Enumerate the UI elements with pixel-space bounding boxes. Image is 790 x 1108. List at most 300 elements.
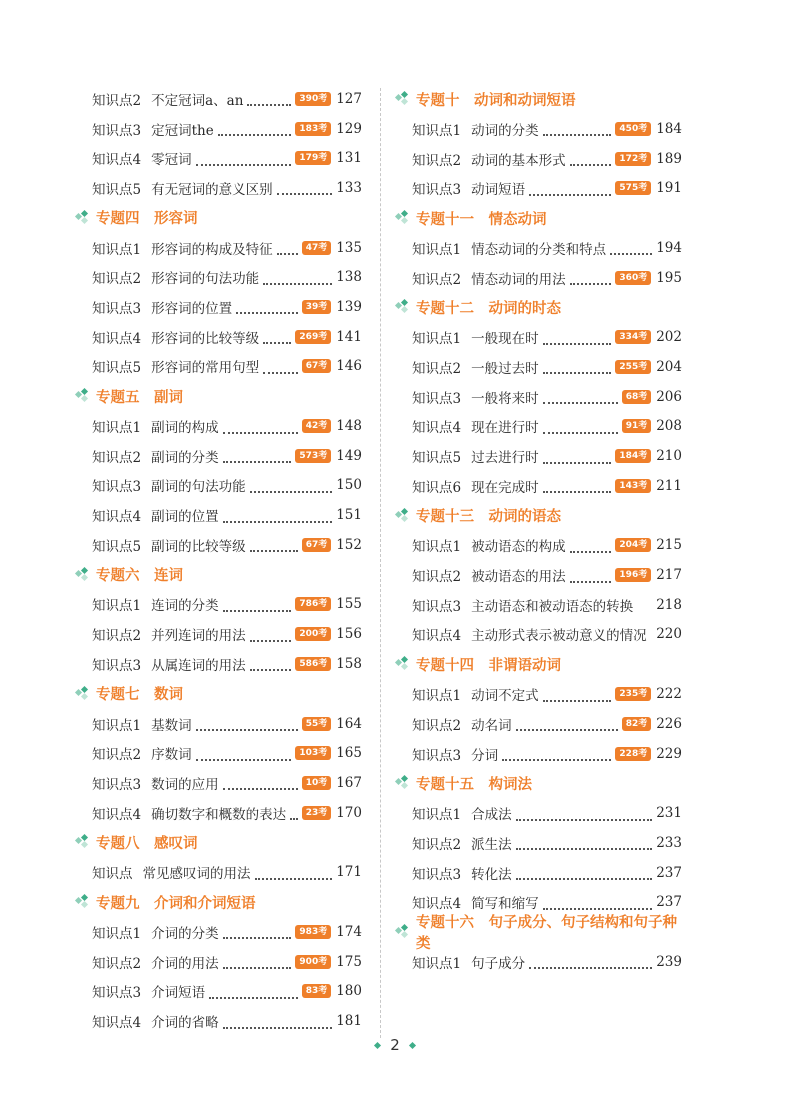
dot-leader: [647, 628, 657, 641]
entry-title: 副词的分类: [151, 449, 219, 466]
dot-leader: [218, 121, 292, 136]
dot-leader: [633, 598, 656, 611]
exam-count-badge: 39考: [302, 300, 332, 314]
toc-entry[interactable]: [76, 709, 362, 739]
toc-entry[interactable]: [396, 828, 682, 858]
section-heading-title: 专题十四 非谓语动词: [416, 657, 561, 674]
dot-leader: [223, 954, 292, 969]
page-number-ref: 218: [656, 596, 682, 613]
entry-title: 定冠词the: [151, 122, 214, 139]
page-number-ref: 164: [336, 715, 362, 732]
entry-title: 动词不定式: [471, 688, 539, 705]
exam-count-badge: 390考: [295, 92, 331, 106]
exam-count-badge: 179考: [295, 151, 331, 165]
diamond-bullet-icon: [396, 925, 412, 939]
diamond-bullet-icon: [76, 389, 92, 403]
toc-right-column: [396, 84, 682, 977]
toc-entry[interactable]: [396, 590, 682, 620]
exam-count-badge: 235考: [615, 687, 651, 701]
exam-count-badge: 83考: [302, 984, 332, 998]
knowledge-point-label: 知识点1: [92, 925, 142, 942]
entry-title: 现在完成时: [471, 479, 539, 496]
diamond-bullet-icon: [396, 300, 412, 314]
section-heading-title: 专题十五 构词法: [416, 776, 532, 793]
knowledge-point-label: 知识点2: [412, 152, 462, 169]
page-number-ref: 189: [656, 150, 682, 167]
section-heading: [76, 203, 362, 233]
toc-entry[interactable]: [76, 114, 362, 144]
toc-entry[interactable]: [396, 739, 682, 769]
diamond-bullet-icon: [76, 687, 92, 701]
knowledge-point-label: 知识点1: [412, 122, 462, 139]
entry-title: 有无冠词的意义区别: [151, 181, 273, 198]
section-heading: [396, 292, 682, 322]
page-number-ref: 222: [656, 686, 682, 703]
knowledge-point-label: 知识点3: [92, 657, 142, 674]
entry-title: 形容词的常用句型: [151, 360, 260, 377]
entry-title: 现在进行时: [471, 420, 539, 437]
diamond-bullet-icon: [76, 895, 92, 909]
diamond-bullet-icon: [396, 92, 412, 106]
footer-diamond-icon: [409, 1041, 416, 1048]
entry-title: 一般将来时: [471, 390, 539, 407]
exam-count-badge: 172考: [615, 152, 651, 166]
page-number-ref: 167: [336, 774, 362, 791]
dot-leader: [529, 954, 652, 969]
toc-entry[interactable]: [396, 382, 682, 412]
page-number-ref: 146: [336, 358, 362, 375]
dot-leader: [250, 627, 292, 642]
dot-leader: [223, 924, 292, 939]
toc-entry[interactable]: [396, 531, 682, 561]
exam-count-badge: 360考: [615, 271, 651, 285]
section-heading: [76, 827, 362, 857]
exam-count-badge: 255考: [615, 360, 651, 374]
dot-leader: [516, 716, 618, 731]
dot-leader: [543, 419, 618, 434]
entry-title: 副词的构成: [151, 420, 219, 437]
entry-title: 分词: [471, 747, 499, 764]
toc-entry[interactable]: [76, 530, 362, 560]
entry-title: 形容词的比较等级: [151, 330, 260, 347]
knowledge-point-label: 知识点4: [92, 509, 142, 526]
dot-leader: [196, 716, 298, 731]
knowledge-point-label: 知识点1: [412, 955, 462, 972]
toc-entry[interactable]: [76, 233, 362, 263]
diamond-bullet-icon: [396, 776, 412, 790]
dot-leader: [250, 537, 298, 552]
page-number-ref: 237: [656, 864, 682, 881]
knowledge-point-label: 知识点3: [412, 747, 462, 764]
dot-leader: [543, 330, 612, 345]
toc-entry[interactable]: [396, 173, 682, 203]
knowledge-point-label: 知识点3: [92, 985, 142, 1002]
dot-leader: [516, 806, 653, 821]
knowledge-point-label: 知识点4: [92, 330, 142, 347]
knowledge-point-label: 知识点5: [92, 538, 142, 555]
knowledge-point-label: 知识点2: [92, 449, 142, 466]
dot-leader: [250, 478, 333, 493]
dot-leader: [223, 448, 292, 463]
dot-leader: [543, 359, 612, 374]
knowledge-point-label: 知识点2: [92, 628, 142, 645]
toc-entry[interactable]: [396, 263, 682, 293]
knowledge-point-label: 知识点5: [92, 181, 142, 198]
dot-leader: [247, 91, 291, 106]
dot-leader: [223, 597, 292, 612]
page-number-ref: 148: [336, 418, 362, 435]
dot-leader: [263, 359, 298, 374]
knowledge-point-label: 知识点4: [412, 420, 462, 437]
page-number-ref: 233: [656, 834, 682, 851]
entry-title: 常见感叹词的用法: [142, 866, 251, 883]
section-heading: [76, 381, 362, 411]
page-number-ref: 208: [656, 418, 682, 435]
diamond-bullet-icon: [396, 509, 412, 523]
section-heading-title: 专题四 形容词: [96, 211, 198, 228]
page-number-ref: 226: [656, 715, 682, 732]
page-number: 2: [390, 1036, 400, 1054]
entry-title: 转化法: [471, 866, 512, 883]
toc-entry[interactable]: [76, 1006, 362, 1036]
knowledge-point-label: 知识点3: [412, 866, 462, 883]
toc-entry[interactable]: [76, 500, 362, 530]
entry-title: 基数词: [151, 717, 192, 734]
page-number-ref: 194: [656, 239, 682, 256]
entry-title: 动词的基本形式: [471, 152, 566, 169]
page-number-ref: 229: [656, 745, 682, 762]
section-heading-title: 专题十三 动词的语态: [416, 509, 561, 526]
page-number-ref: 155: [336, 596, 362, 613]
dot-leader: [529, 181, 611, 196]
toc-entry[interactable]: [396, 114, 682, 144]
dot-leader: [570, 538, 612, 553]
toc-entry[interactable]: [76, 262, 362, 292]
entry-title: 简写和缩写: [471, 896, 539, 913]
column-divider: [380, 88, 381, 1038]
knowledge-point-label: 知识点4: [412, 628, 462, 645]
toc-entry[interactable]: [76, 292, 362, 322]
entry-title: 零冠词: [151, 152, 192, 169]
page-number-ref: 129: [336, 120, 362, 137]
toc-entry[interactable]: [396, 620, 682, 650]
toc-entry[interactable]: [76, 471, 362, 501]
exam-count-badge: 228考: [615, 747, 651, 761]
entry-title: 副词的句法功能: [151, 479, 246, 496]
page-number-ref: 138: [336, 269, 362, 286]
exam-count-badge: 91考: [622, 419, 652, 433]
toc-entry[interactable]: [396, 679, 682, 709]
toc-entry[interactable]: [76, 84, 362, 114]
section-heading-title: 专题七 数词: [96, 687, 183, 704]
exam-count-badge: 67考: [302, 538, 332, 552]
knowledge-point-label: 知识点5: [412, 450, 462, 467]
exam-count-badge: 103考: [295, 746, 331, 760]
knowledge-point-label: 知识点1: [92, 420, 142, 437]
entry-title: 被动语态的构成: [471, 539, 566, 556]
exam-count-badge: 204考: [615, 538, 651, 552]
page-number-ref: 220: [656, 626, 682, 643]
entry-title: 形容词的位置: [151, 300, 233, 317]
toc-entry[interactable]: [76, 173, 362, 203]
entry-title: 并列连词的用法: [151, 628, 246, 645]
exam-count-badge: 10考: [302, 776, 332, 790]
knowledge-point-label: 知识点1: [412, 807, 462, 824]
knowledge-point-label: 知识点2: [92, 92, 142, 109]
page-number-ref: 135: [336, 239, 362, 256]
exam-count-badge: 983考: [295, 925, 331, 939]
knowledge-point-label: 知识点: [92, 866, 133, 883]
dot-leader: [570, 568, 612, 583]
toc-entry[interactable]: [76, 798, 362, 828]
knowledge-point-label: 知识点3: [412, 182, 462, 199]
section-heading: [396, 203, 682, 233]
dot-leader: [543, 121, 612, 136]
toc-entry[interactable]: [76, 441, 362, 471]
knowledge-point-label: 知识点1: [92, 598, 142, 615]
toc-entry[interactable]: [76, 411, 362, 441]
toc-left-column: [76, 84, 362, 1036]
dot-leader: [290, 805, 298, 820]
dot-leader: [223, 419, 298, 434]
page-number-ref: 165: [336, 745, 362, 762]
entry-title: 连词的分类: [151, 598, 219, 615]
dot-leader: [209, 984, 298, 999]
page-number-ref: 174: [336, 923, 362, 940]
page-number-ref: 131: [336, 150, 362, 167]
dot-leader: [543, 895, 653, 910]
diamond-bullet-icon: [76, 835, 92, 849]
entry-title: 介词的用法: [151, 955, 219, 972]
page-number-ref: 180: [336, 983, 362, 1000]
entry-title: 介词的省略: [151, 1015, 219, 1032]
dot-leader: [277, 240, 298, 255]
knowledge-point-label: 知识点1: [412, 539, 462, 556]
dot-leader: [543, 389, 618, 404]
knowledge-point-label: 知识点1: [92, 241, 142, 258]
knowledge-point-label: 知识点4: [92, 152, 142, 169]
toc-entry[interactable]: [76, 917, 362, 947]
section-heading: [396, 84, 682, 114]
entry-title: 形容词的句法功能: [151, 271, 260, 288]
page-number-ref: 184: [656, 120, 682, 137]
toc-entry[interactable]: [396, 471, 682, 501]
toc-entry[interactable]: [76, 649, 362, 679]
toc-entry[interactable]: [76, 768, 362, 798]
exam-count-badge: 67考: [302, 359, 332, 373]
exam-count-badge: 573考: [295, 449, 331, 463]
knowledge-point-label: 知识点5: [92, 360, 142, 377]
toc-entry[interactable]: [76, 857, 362, 887]
toc-entry[interactable]: [396, 798, 682, 828]
page-number-ref: 231: [656, 805, 682, 822]
dot-leader: [196, 151, 292, 166]
page-number-ref: 217: [656, 567, 682, 584]
dot-leader: [516, 865, 653, 880]
knowledge-point-label: 知识点1: [92, 717, 142, 734]
exam-count-badge: 586考: [295, 657, 331, 671]
toc-entry[interactable]: [396, 352, 682, 382]
page-number-ref: 239: [656, 953, 682, 970]
section-heading-title: 专题九 介词和介词短语: [96, 895, 256, 912]
toc-entry[interactable]: [76, 738, 362, 768]
knowledge-point-label: 知识点2: [92, 955, 142, 972]
knowledge-point-label: 知识点3: [92, 122, 142, 139]
exam-count-badge: 42考: [302, 419, 332, 433]
section-heading-title: 专题五 副词: [96, 389, 183, 406]
dot-leader: [543, 687, 612, 702]
knowledge-point-label: 知识点1: [412, 688, 462, 705]
toc-entry[interactable]: [76, 947, 362, 977]
dot-leader: [263, 329, 291, 344]
exam-count-badge: 450考: [615, 122, 651, 136]
diamond-bullet-icon: [76, 211, 92, 225]
dot-leader: [223, 775, 298, 790]
toc-entry[interactable]: [396, 560, 682, 590]
knowledge-point-label: 知识点2: [412, 360, 462, 377]
diamond-bullet-icon: [396, 211, 412, 225]
entry-title: 主动语态和被动语态的转换: [471, 598, 634, 615]
entry-title: 情态动词的分类和特点: [471, 241, 607, 258]
toc-entry[interactable]: [396, 233, 682, 263]
entry-title: 合成法: [471, 807, 512, 824]
dot-leader: [543, 478, 612, 493]
toc-entry[interactable]: [396, 322, 682, 352]
page-number-ref: 211: [656, 477, 682, 494]
knowledge-point-label: 知识点3: [92, 300, 142, 317]
knowledge-point-label: 知识点2: [412, 717, 462, 734]
knowledge-point-label: 知识点2: [412, 569, 462, 586]
knowledge-point-label: 知识点2: [92, 747, 142, 764]
toc-entry[interactable]: [396, 441, 682, 471]
dot-leader: [255, 865, 333, 880]
knowledge-point-label: 知识点2: [92, 271, 142, 288]
knowledge-point-label: 知识点2: [412, 836, 462, 853]
toc-entry[interactable]: [76, 352, 362, 382]
section-heading: [396, 649, 682, 679]
page-number-ref: 141: [336, 328, 362, 345]
page-number-ref: 152: [336, 536, 362, 553]
page-number-ref: 158: [336, 655, 362, 672]
toc-entry[interactable]: [396, 144, 682, 174]
section-heading-title: 专题十一 情态动词: [416, 211, 547, 228]
knowledge-point-label: 知识点3: [92, 776, 142, 793]
entry-title: 从属连词的用法: [151, 657, 246, 674]
knowledge-point-label: 知识点6: [412, 479, 462, 496]
page-number-ref: 202: [656, 329, 682, 346]
entry-title: 动词短语: [471, 182, 526, 199]
section-heading-title: 专题六 连词: [96, 568, 183, 585]
entry-title: 动词的分类: [471, 122, 539, 139]
entry-title: 介词短语: [151, 985, 206, 1002]
exam-count-badge: 47考: [302, 241, 332, 255]
entry-title: 过去进行时: [471, 450, 539, 467]
section-heading: [396, 501, 682, 531]
page-number-ref: 206: [656, 388, 682, 405]
exam-count-badge: 183考: [295, 122, 331, 136]
dot-leader: [543, 449, 612, 464]
entry-title: 情态动词的用法: [471, 271, 566, 288]
exam-count-badge: 200考: [295, 627, 331, 641]
page-number-ref: 215: [656, 537, 682, 554]
exam-count-badge: 575考: [615, 181, 651, 195]
page-number-ref: 171: [336, 864, 362, 881]
knowledge-point-label: 知识点1: [412, 331, 462, 348]
dot-leader: [196, 746, 292, 761]
toc-entry[interactable]: [76, 590, 362, 620]
section-heading-title: 专题十 动词和动词短语: [416, 92, 576, 109]
toc-entry[interactable]: [76, 322, 362, 352]
toc-entry[interactable]: [396, 709, 682, 739]
entry-title: 数词的应用: [151, 776, 219, 793]
page-number-ref: 204: [656, 358, 682, 375]
exam-count-badge: 68考: [622, 390, 652, 404]
section-heading: [76, 887, 362, 917]
page-number-ref: 156: [336, 626, 362, 643]
entry-title: 序数词: [151, 747, 192, 764]
page-number-ref: 181: [336, 1013, 362, 1030]
section-heading: [76, 560, 362, 590]
page-number-ref: 210: [656, 448, 682, 465]
dot-leader: [516, 835, 653, 850]
knowledge-point-label: 知识点3: [92, 479, 142, 496]
exam-count-badge: 55考: [302, 717, 332, 731]
page-number-ref: 139: [336, 298, 362, 315]
entry-title: 一般过去时: [471, 360, 539, 377]
dot-leader: [263, 270, 332, 285]
page-number-ref: 237: [656, 894, 682, 911]
page-number-ref: 133: [336, 179, 362, 196]
knowledge-point-label: 知识点3: [412, 390, 462, 407]
dot-leader: [223, 1014, 333, 1029]
toc-entry[interactable]: [76, 619, 362, 649]
dot-leader: [250, 656, 292, 671]
toc-entry[interactable]: [76, 143, 362, 173]
knowledge-point-label: 知识点3: [412, 598, 462, 615]
toc-entry[interactable]: [396, 412, 682, 442]
diamond-bullet-icon: [76, 568, 92, 582]
knowledge-point-label: 知识点2: [412, 271, 462, 288]
page-number-ref: 195: [656, 269, 682, 286]
entry-title: 派生法: [471, 836, 512, 853]
exam-count-badge: 143考: [615, 479, 651, 493]
diamond-bullet-icon: [396, 657, 412, 671]
knowledge-point-label: 知识点4: [92, 1015, 142, 1032]
entry-title: 主动形式表示被动意义的情况: [471, 628, 647, 645]
section-heading: [396, 915, 682, 953]
dot-leader: [570, 270, 612, 285]
dot-leader: [610, 240, 652, 255]
footer-diamond-icon: [374, 1041, 381, 1048]
exam-count-badge: 269考: [295, 330, 331, 344]
entry-title: 被动语态的用法: [471, 569, 566, 586]
page-footer: [0, 1036, 790, 1054]
exam-count-badge: 196考: [615, 568, 651, 582]
entry-title: 形容词的构成及特征: [151, 241, 273, 258]
section-heading-title: 专题八 感叹词: [96, 835, 198, 852]
dot-leader: [277, 180, 333, 195]
entry-title: 不定冠词a、an: [151, 92, 244, 109]
section-heading-title: 专题十六 句子成分、句子结构和句子种类: [416, 915, 677, 953]
entry-title: 副词的比较等级: [151, 538, 246, 555]
page-number-ref: 191: [656, 180, 682, 197]
page-number-ref: 127: [336, 90, 362, 107]
exam-count-badge: 82考: [622, 717, 652, 731]
entry-title: 介词的分类: [151, 925, 219, 942]
exam-count-badge: 900考: [295, 955, 331, 969]
toc-entry[interactable]: [396, 858, 682, 888]
toc-entry[interactable]: [76, 977, 362, 1007]
